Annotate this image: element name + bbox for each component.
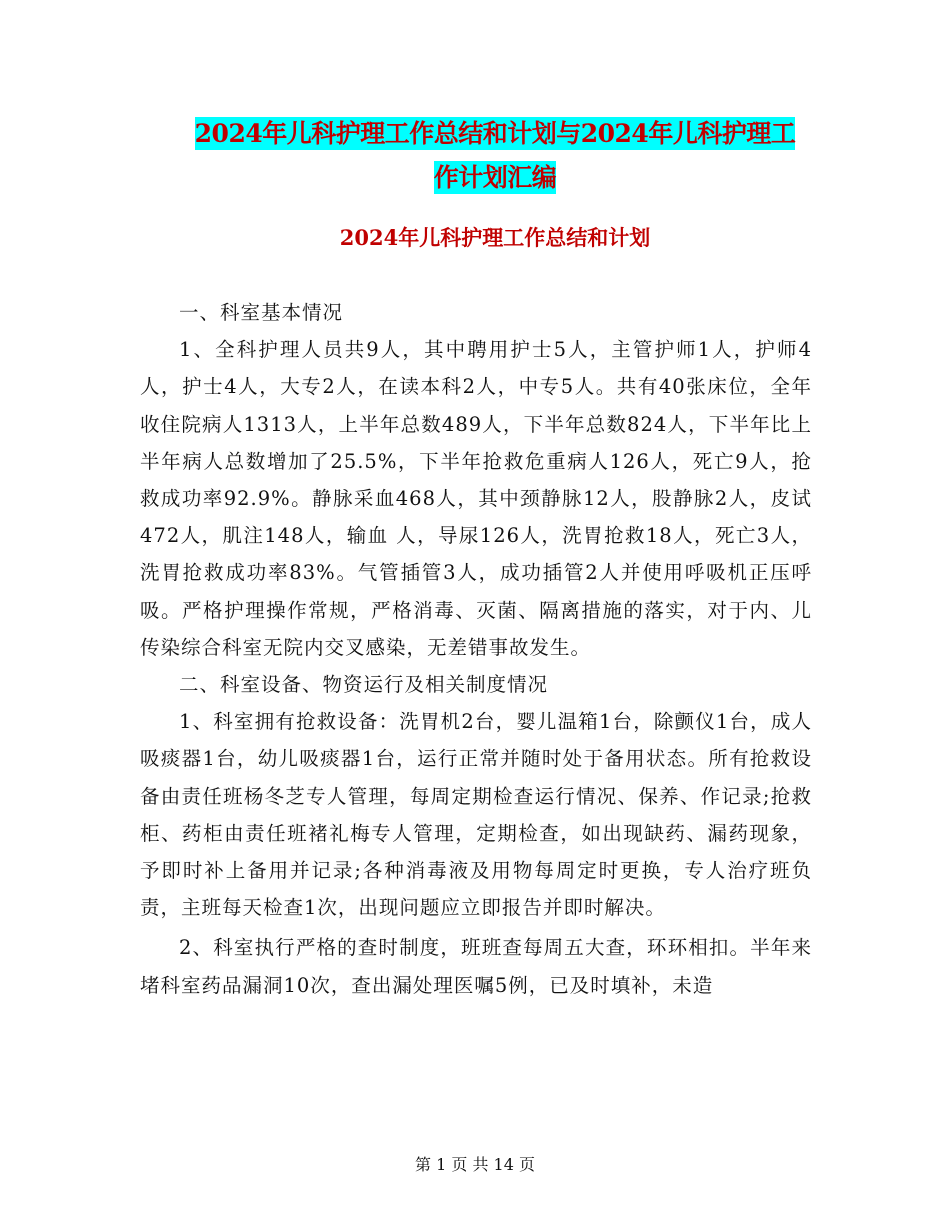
document-body xyxy=(140,294,812,1004)
title-highlight-2: 作计划汇编 xyxy=(433,163,557,192)
paragraph-staff-stats: 1、全科护理人员共9人，其中聘用护士5人，主管护师1人，护师4人，护士4人，大专2人，在读本科2人，中专5人。共有40张床位，全年收住院病人1313人，上半年总数489人，下半年总数824人，下半年比上半年病人总数增加了25.5%，下半年抢救危重病人126人，死亡9人，抢救成功率92.9%。静脉采血468人，其中颈静脉12人，股静脉2人，皮试472人，肌注148人，输血 人，导尿126人，洗胃抢救18人，死亡3人，洗胃抢救成功率83%。气管插管3人，成功插管2人并使用呼吸机正压呼吸。严格护理操作常规，严格消毒、灭菌、隔离措施的落实，对于内、儿传染综合科室无院内交叉感染，无差错事故发生。 xyxy=(140,338,812,659)
page-number-footer: 第 1 页 共 14 页 xyxy=(415,1155,535,1174)
section-heading-basic: 一、科室基本情况 xyxy=(179,301,344,324)
paragraph-equipment: 1、科室拥有抢救设备：洗胃机2台，婴儿温箱1台，除颤仪1台，成人吸痰器1台，幼儿吸痰器1台，运行正常并随时处于备用状态。所有抢救设备由责任班杨冬芝专人管理，每周定期检查运行情况、保养、作记录;抢救柜、药柜由责任班褚礼梅专人管理，定期检查，如出现缺药、漏药现象，予即时补上备用并记录;各种消毒液及用物每周定时更换，专人治疗班负责，主班每天检查1次，出现问题应立即报告并即时解决。 xyxy=(140,710,812,920)
section-heading-equipment: 二、科室设备、物资运行及相关制度情况 xyxy=(179,673,549,697)
document-title xyxy=(140,112,850,200)
title-line-2 xyxy=(140,156,850,200)
paragraph-inspection: 2、科室执行严格的查时制度，班班查每周五大查，环环相扣。半年来堵科室药品漏洞10次，查出漏处理医嘱5例，已及时填补，未造 xyxy=(140,936,812,997)
title-line-1 xyxy=(140,112,850,156)
section-subtitle: 2024年儿科护理工作总结和计划 xyxy=(339,225,651,250)
title-highlight-1: 2024年儿科护理工作总结和计划与2024年儿科护理工 xyxy=(194,119,796,148)
